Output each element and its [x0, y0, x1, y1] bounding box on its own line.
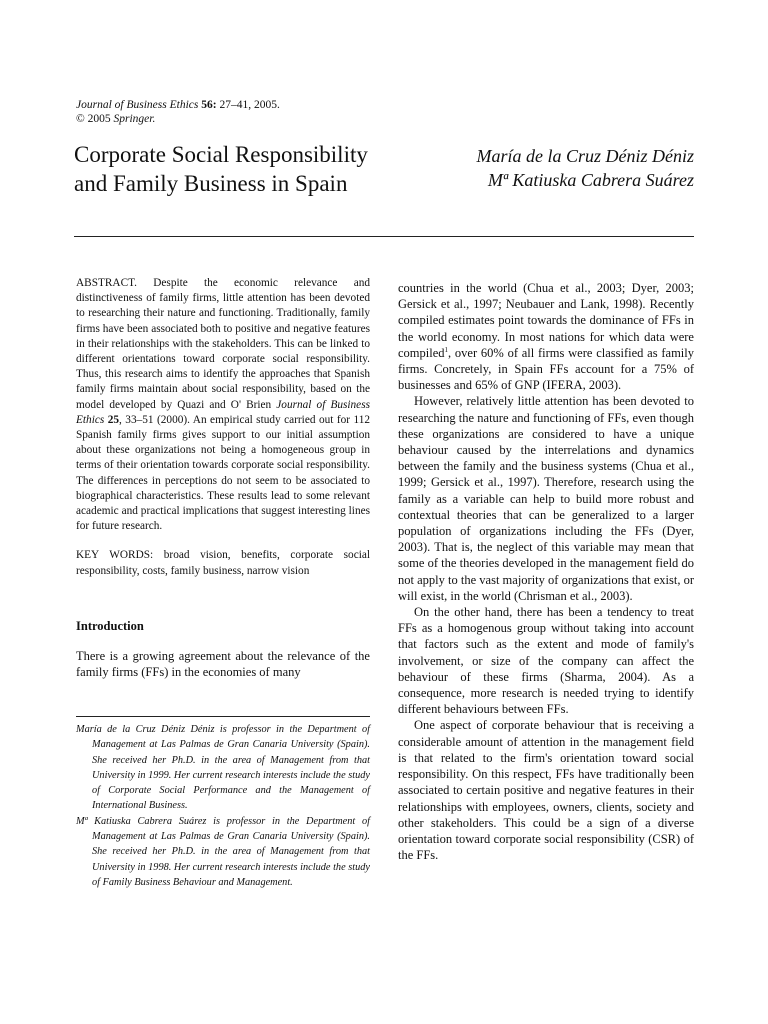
abstract-cite-volume: 25: [107, 413, 120, 426]
footnote-author-1: María de la Cruz Déniz Déniz is professor in the Department of Management at Las Palmas de Gran Canaria University (Spain). She received her Ph.D. in the area of Management from that University in 1999. Her current research interests include the study of Corporate Social Performance and the Management of International Business.: [76, 724, 370, 812]
journal-name: Journal of Business Ethics: [76, 99, 199, 111]
footnote-author-2: Mª Katiuska Cabrera Suárez is professor in the Department of Management at Las Palmas de Gran Canaria University (Spain). She received her Ph.D. in the area of Management from that University in 1998. Her current research interests include the study of Family Business Behaviour and Management.: [76, 815, 370, 888]
journal-volume: 56:: [201, 99, 217, 111]
publisher-name: Springer.: [113, 113, 156, 125]
intro-paragraph-start: There is a growing agreement about the relevance of the family firms (FFs) in the economies of many: [76, 649, 370, 680]
body-paragraph-2: However, relatively little attention has been devoted to researching the nature and functioning of FFs, even though these organizations are considered to have a unique behaviour caused by the interrelations and dynamics between the family and the business systems (Chua et al., 1999; Gersick et al., 1997). Therefore, research using the family as a variable can help to build more robust and contextual theories that can be generalized to a larger population of organizations including the FFs (Dyer, 2003). That is, the neglect of this variable may mean that some of the theories developed in the management field do not apply to the vast majority of organizations that exist, or will exist, in the world (Chrisman et al., 2003).: [398, 394, 694, 603]
author-1: María de la Cruz Déniz Déniz: [476, 146, 694, 166]
abstract-cite-journal: Journal of Business Ethics: [76, 398, 370, 426]
section-heading-introduction: Introduction: [76, 618, 144, 633]
author-footnotes: [76, 722, 370, 890]
title-line-1: Corporate Social Responsibility: [74, 142, 368, 167]
footnote-divider: [76, 716, 370, 717]
keywords: [76, 548, 370, 578]
body-paragraph-4: One aspect of corporate behaviour that is receiving a considerable amount of attention in the management field is that related to the firm's orientation toward social responsibility. On this respect, FFs have traditionally been associated to certain positive and negative features in their relationships with employees, owners, clients, society and other stakeholders. This could be a sign of a diverse orientation toward corporate social responsibility (CSR) of the FFs.: [398, 718, 694, 863]
keywords-text: broad vision, benefits, corporate social responsibility, costs, family business, narrow vision: [76, 549, 371, 577]
article-title: [74, 140, 414, 198]
body-paragraph-1: [398, 280, 694, 393]
left-column: [76, 276, 370, 681]
journal-pages-year: 27–41, 2005.: [219, 99, 280, 111]
abstract-text-2: , 33–51 (2000). An empirical study carried out for 112 Spanish family firms gives support to our initial assumption about these organizations not being a homogeneous group in terms of their orientation towards corporate social responsibility. The differences in perceptions do not seem to be associated to biographical characteristics. These results lead to some relevant academic and practical implications that suggest interesting lines for future research.: [76, 413, 370, 533]
body-paragraph-1-b: , over 60% of all firms were classified as family firms. Concretely, in Spain FFs account for a 75% of businesses and 65% of GNP (IFERA, 2003).: [398, 345, 694, 393]
abstract: [76, 276, 370, 534]
right-column: [398, 280, 694, 863]
body-paragraph-1-a: countries in the world (Chua et al., 2003; Dyer, 2003; Gersick et al., 1997; Neubauer and Lank, 1998). Recently compiled estimates point towards the dominance of FFs in the world economy. In most nations for which data were compiled: [398, 281, 694, 360]
abstract-label: ABSTRACT.: [76, 277, 137, 289]
body-paragraph-3: On the other hand, there has been a tendency to treat FFs as a homogenous group without taking into account that factors such as the extent and mode of family's involvement, or size of the company can affect the behaviour of these firms (Sharma, 2004). As a consequence, more research is needed trying to identify different behaviours between FFs.: [398, 605, 694, 717]
header-divider: [74, 236, 694, 237]
footnote-ref-1: 1: [444, 345, 449, 354]
abstract-text-1: Despite the economic relevance and distinctiveness of family firms, little attention has been devoted to researching their nature and functioning. Traditionally, family firms have been associated both to positive and negative features in their relationships with the stakeholders. This can be linked to different orientations toward corporate social responsibility. Thus, this research aims to identify the approaches that Spanish family firms maintain about social responsibility, based on the model developed by Quazi and O' Brien: [76, 277, 370, 411]
author-2: Mª Katiuska Cabrera Suárez: [487, 170, 694, 190]
keywords-label: KEY WORDS:: [76, 549, 154, 562]
copyright-prefix: © 2005: [76, 113, 111, 125]
title-line-2: and Family Business in Spain: [74, 171, 348, 196]
author-list: [394, 144, 694, 192]
copyright-line: [76, 112, 155, 126]
journal-citation: [76, 98, 280, 112]
